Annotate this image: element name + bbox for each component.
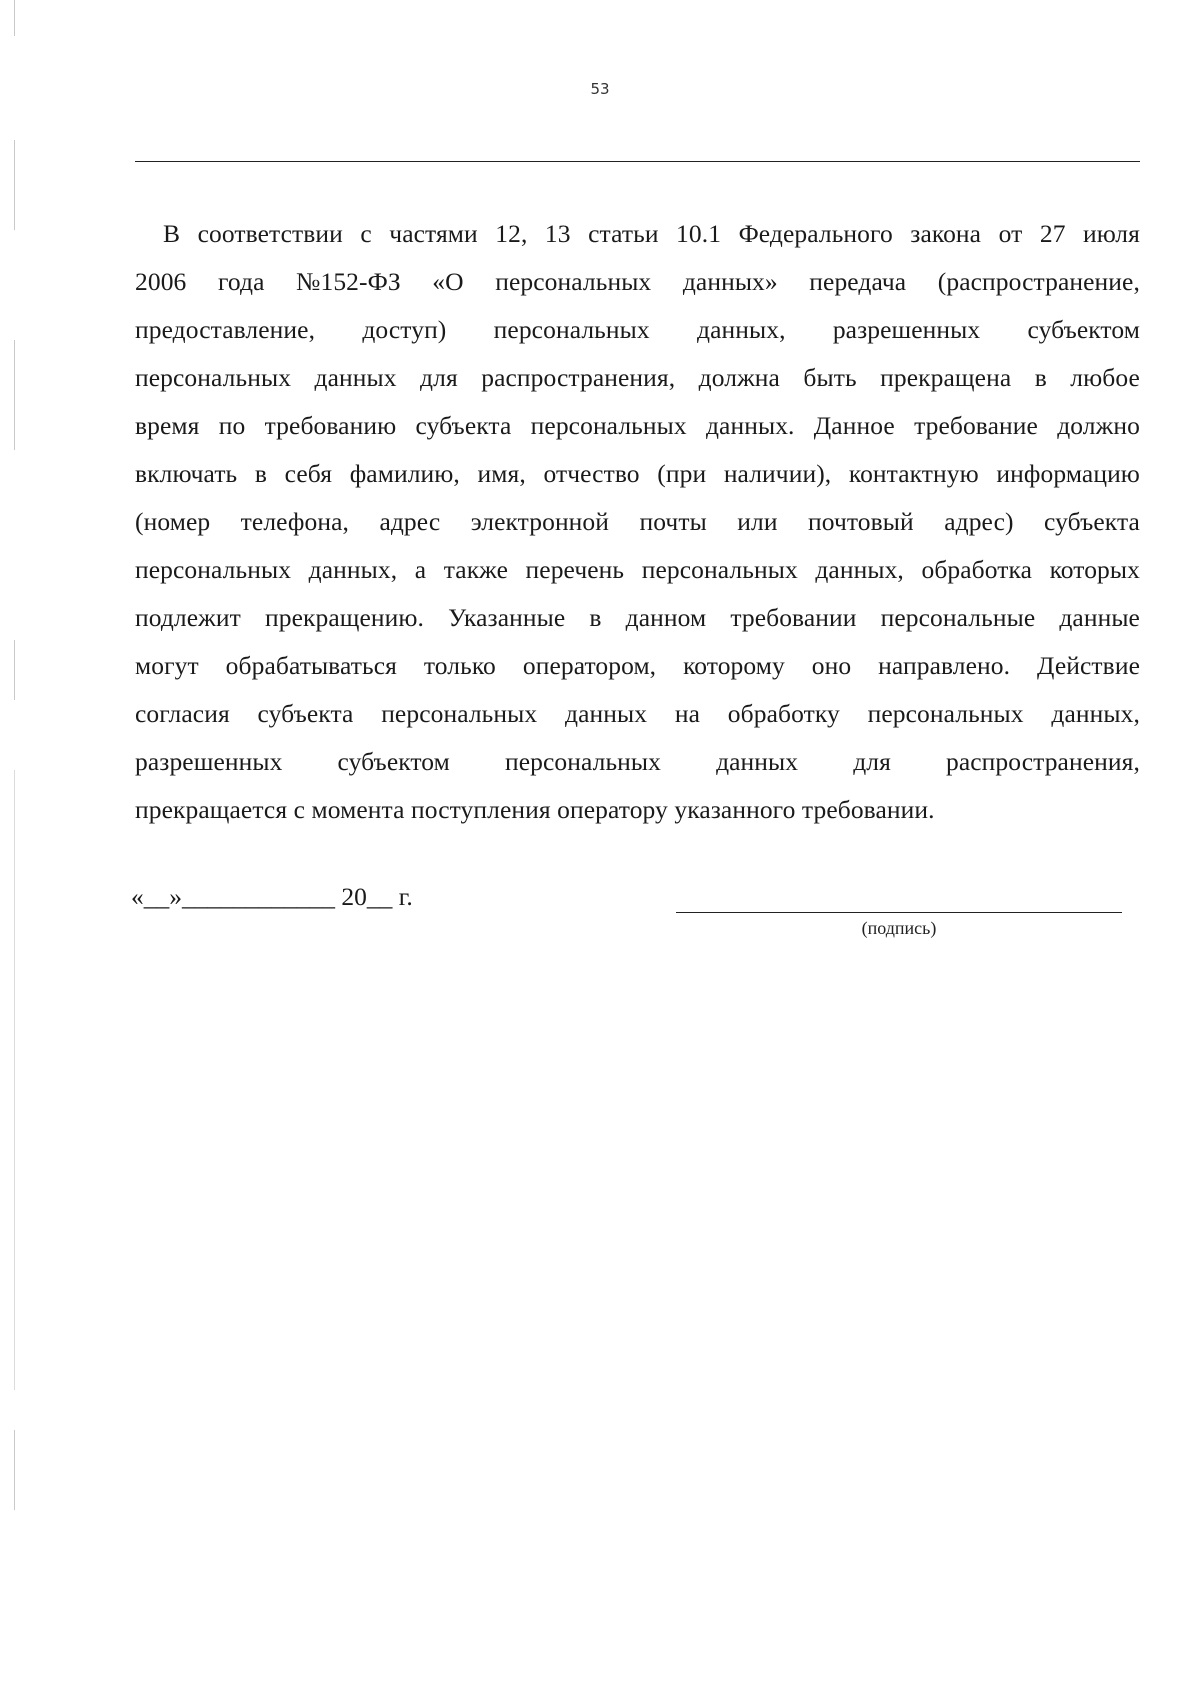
word: электронной (470, 507, 610, 536)
word: перечень (525, 555, 625, 584)
word: требовании (730, 603, 857, 632)
word: требованию (264, 411, 397, 440)
word: также (443, 555, 508, 584)
word: в (254, 459, 268, 488)
word: 27 (1039, 219, 1066, 248)
scan-edge-mark (14, 770, 15, 1390)
paragraph-line (135, 402, 1140, 450)
word: года (217, 267, 265, 296)
word: данных (565, 699, 648, 728)
word: которых (1049, 555, 1140, 584)
signature-caption: (подпись) (861, 918, 937, 938)
paragraph-line (135, 738, 1140, 786)
word: данных» (682, 267, 778, 296)
word: обрабатываться (225, 651, 397, 680)
word: в (1034, 363, 1047, 392)
word: которому (683, 651, 785, 680)
word: себя (284, 459, 333, 488)
word: (номер (135, 507, 211, 536)
word: прекращена (880, 363, 1012, 392)
word: Указанные (448, 603, 566, 632)
scan-edge-mark (14, 140, 15, 230)
word: или (737, 507, 778, 536)
word: контактную (848, 459, 979, 488)
word: субъектом (1027, 315, 1140, 344)
word: «О (432, 267, 464, 296)
word: быть (803, 363, 857, 392)
word: оно (811, 651, 852, 680)
word: персональных (867, 699, 1024, 728)
paragraph-line (135, 546, 1140, 594)
word: доступ) (362, 315, 447, 344)
word: на (674, 699, 701, 728)
word: субъектом (337, 747, 450, 776)
word: В (163, 219, 181, 248)
word: данных (314, 363, 397, 392)
word: согласия (135, 699, 230, 728)
word: персональных (641, 555, 798, 584)
word: 13 (544, 219, 571, 248)
word: адрес (379, 507, 441, 536)
word: данных, (308, 555, 398, 584)
word: субъекта (1044, 507, 1140, 536)
word: фамилию, (349, 459, 460, 488)
word: подлежит (135, 603, 241, 632)
word: адрес) (944, 507, 1014, 536)
page-number: 53 (590, 80, 610, 98)
scan-edge-mark (14, 640, 15, 700)
word: наличии), (723, 459, 832, 488)
scan-edge-mark (14, 340, 15, 450)
word: (при (657, 459, 707, 488)
word: персональных (504, 747, 662, 776)
word: оператором, (522, 651, 657, 680)
word: данных. (705, 411, 795, 440)
word: в (589, 603, 602, 632)
paragraph-line: прекращается с момента поступления оператору указанного требовании. (135, 795, 935, 824)
word: должна (698, 363, 780, 392)
word: могут (135, 651, 199, 680)
word: частями (389, 219, 478, 248)
word: разрешенных (832, 315, 981, 344)
word: 2006 (135, 267, 187, 296)
word: от (998, 219, 1023, 248)
word: почты (639, 507, 707, 536)
word: персональных (135, 363, 292, 392)
word: для (853, 747, 891, 776)
word: субъекта (257, 699, 354, 728)
word: соответствии (197, 219, 343, 248)
word: данном (625, 603, 707, 632)
paragraph-line (135, 498, 1140, 546)
word: закона (910, 219, 982, 248)
word: данных, (697, 315, 786, 344)
word: субъекта (415, 411, 512, 440)
word: предоставление, (135, 315, 316, 344)
word: 12, (495, 219, 528, 248)
paragraph-line (135, 450, 1140, 498)
word: данных, (815, 555, 904, 584)
word: распространения, (945, 747, 1140, 776)
word: Данное (813, 411, 895, 440)
word: передача (809, 267, 907, 296)
word: телефона, (240, 507, 349, 536)
paragraph-line (135, 306, 1140, 354)
scan-edge-mark (14, 0, 15, 36)
word: персональные (880, 603, 1036, 632)
word: любое (1070, 363, 1140, 392)
word: прекращению. (264, 603, 425, 632)
word: июля (1083, 219, 1140, 248)
word: а (414, 555, 427, 584)
paragraph-line (135, 354, 1140, 402)
word: должно (1057, 411, 1140, 440)
word: статьи (588, 219, 659, 248)
word: с (360, 219, 372, 248)
word: персональных (493, 315, 650, 344)
word: по (218, 411, 246, 440)
word: обработка (921, 555, 1033, 584)
paragraph-line (135, 690, 1140, 738)
word: разрешенных (135, 747, 283, 776)
scan-edge-mark (14, 1430, 15, 1510)
word: Действие (1037, 651, 1140, 680)
word: имя, (477, 459, 526, 488)
date-field: «__»____________ 20__ г. (131, 882, 413, 911)
word: персональных (381, 699, 538, 728)
paragraph-line (135, 594, 1140, 642)
word: время (135, 411, 200, 440)
word: почтовый (808, 507, 914, 536)
word: Федерального (738, 219, 893, 248)
word: 10.1 (676, 219, 722, 248)
paragraph-line (135, 210, 1140, 258)
signature-line (676, 912, 1122, 913)
word: отчество (543, 459, 640, 488)
body-paragraph (135, 210, 1140, 834)
word: информацию (996, 459, 1140, 488)
word: только (423, 651, 496, 680)
word: (распространение, (937, 267, 1140, 296)
word: данных (716, 747, 799, 776)
word: распространения, (481, 363, 676, 392)
paragraph-line (135, 642, 1140, 690)
word: данные (1059, 603, 1140, 632)
word: данных, (1051, 699, 1140, 728)
word: №152-ФЗ (296, 267, 401, 296)
header-rule (135, 161, 1140, 162)
word: персональных (495, 267, 652, 296)
word: персональных (530, 411, 687, 440)
word: персональных (135, 555, 292, 584)
word: направлено. (878, 651, 1011, 680)
word: для (420, 363, 458, 392)
word: включать (135, 459, 238, 488)
word: обработку (727, 699, 840, 728)
paragraph-line (135, 258, 1140, 306)
word: требование (914, 411, 1038, 440)
